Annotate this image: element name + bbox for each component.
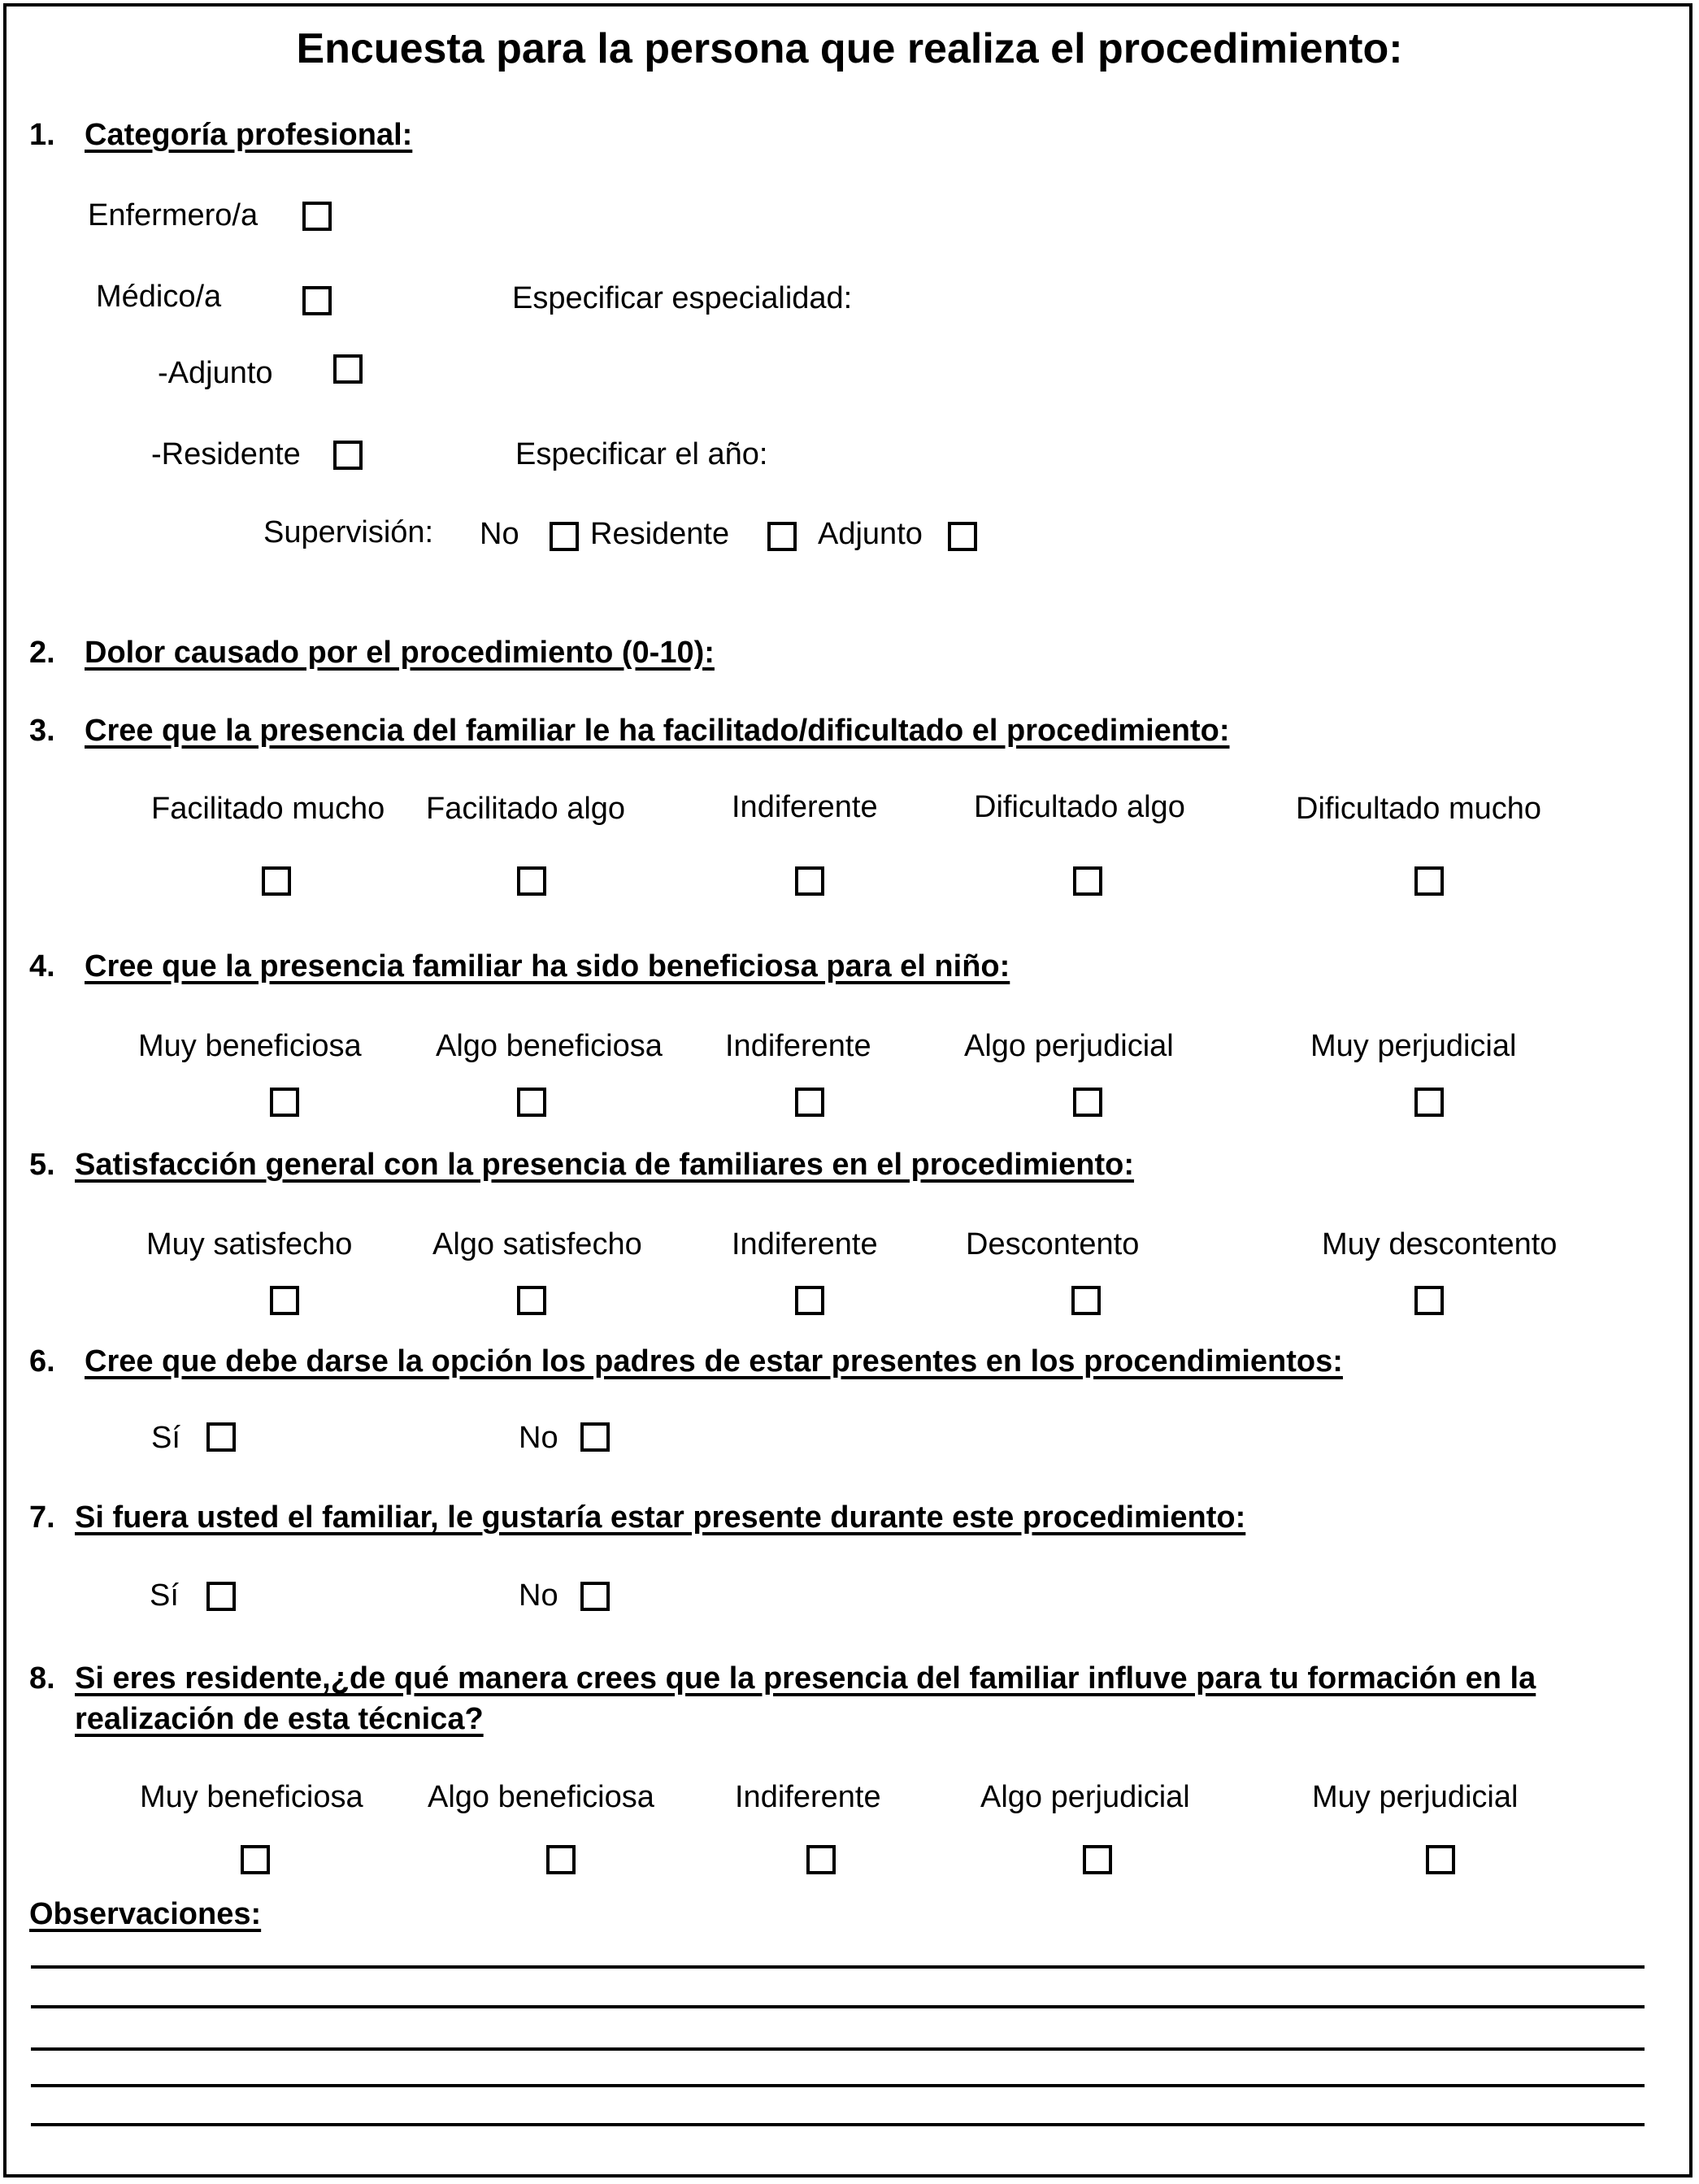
checkbox-q4-algo-perjudicial[interactable] — [1073, 1088, 1102, 1117]
question-number: 3. — [29, 714, 55, 748]
q4-option-label: Indiferente — [725, 1029, 871, 1063]
checkbox-q8-algo-perjudicial[interactable] — [1083, 1845, 1112, 1874]
option-label-medico: Médico/a — [96, 280, 222, 314]
checkbox-q8-algo-beneficiosa[interactable] — [546, 1845, 576, 1874]
question-text: Cree que la presencia familiar ha sido beneficiosa para el niño: — [85, 949, 1010, 983]
option-label-residente: -Residente — [151, 437, 301, 471]
q4-option-label: Muy perjudicial — [1310, 1029, 1517, 1063]
q3-option-label: Facilitado mucho — [151, 792, 385, 826]
q6-option-si: Sí — [151, 1421, 180, 1455]
checkbox-medico[interactable] — [302, 286, 332, 315]
q5-option-label: Muy satisfecho — [146, 1227, 353, 1261]
q7-option-si: Sí — [150, 1578, 179, 1613]
q4-option-label: Algo perjudicial — [964, 1029, 1174, 1063]
question-number: 6. — [29, 1344, 55, 1379]
checkbox-q4-indiferente[interactable] — [795, 1088, 824, 1117]
checkbox-q6-si[interactable] — [206, 1422, 236, 1452]
observaciones-line-1[interactable] — [31, 1965, 1645, 1969]
checkbox-q8-muy-beneficiosa[interactable] — [241, 1845, 270, 1874]
checkbox-supervision-residente[interactable] — [767, 522, 797, 551]
question-number: 1. — [29, 118, 55, 152]
q3-option-label: Dificultado mucho — [1296, 792, 1542, 826]
checkbox-q4-muy-beneficiosa[interactable] — [270, 1088, 299, 1117]
question-6-heading — [29, 1344, 1343, 1379]
checkbox-q4-muy-perjudicial[interactable] — [1414, 1088, 1444, 1117]
checkbox-supervision-adjunto[interactable] — [948, 522, 977, 551]
question-2-heading — [29, 636, 715, 671]
question-text: Satisfacción general con la presencia de familiares en el procedimiento: — [75, 1148, 1135, 1182]
question-text: Cree que la presencia del familiar le ha facilitado/dificultado el procedimiento: — [85, 714, 1230, 748]
supervision-option-residente: Residente — [590, 517, 730, 551]
especialidad-label: Especificar especialidad: — [512, 281, 853, 315]
option-label-enfermero: Enfermero/a — [88, 198, 259, 232]
observaciones-line-3[interactable] — [31, 2047, 1645, 2051]
checkbox-enfermero[interactable] — [302, 202, 332, 231]
q5-option-label: Indiferente — [732, 1227, 878, 1261]
q3-option-label: Dificultado algo — [974, 790, 1185, 824]
q7-option-no: No — [519, 1578, 558, 1613]
q5-option-label: Algo satisfecho — [432, 1227, 642, 1261]
q6-option-no: No — [519, 1421, 558, 1455]
q4-option-label: Muy beneficiosa — [138, 1029, 362, 1063]
checkbox-q3-dificultado-mucho[interactable] — [1414, 866, 1444, 896]
checkbox-q7-no[interactable] — [580, 1582, 610, 1611]
question-number: 5. — [29, 1148, 55, 1182]
checkbox-q6-no[interactable] — [580, 1422, 610, 1452]
q5-option-label: Muy descontento — [1322, 1227, 1558, 1261]
observaciones-label: Observaciones: — [29, 1897, 262, 1931]
question-number: 2. — [29, 636, 55, 670]
question-number: 7. — [29, 1500, 55, 1535]
checkbox-adjunto[interactable] — [333, 354, 363, 384]
q8-option-label: Algo beneficiosa — [428, 1780, 654, 1814]
question-text: Si fuera usted el familiar, le gustaría estar presente durante este procedimiento: — [75, 1500, 1246, 1535]
checkbox-q5-muy-satisfecho[interactable] — [270, 1286, 299, 1315]
q8-option-label: Indiferente — [735, 1780, 881, 1814]
q3-option-label: Facilitado algo — [426, 792, 626, 826]
checkbox-q4-algo-beneficiosa[interactable] — [517, 1088, 546, 1117]
question-7-heading — [29, 1500, 1245, 1535]
anio-label: Especificar el año: — [515, 437, 768, 471]
observaciones-line-4[interactable] — [31, 2084, 1645, 2087]
checkbox-q5-descontento[interactable] — [1071, 1286, 1101, 1315]
option-label-adjunto: -Adjunto — [158, 356, 273, 390]
checkbox-q5-indiferente[interactable] — [795, 1286, 824, 1315]
q8-option-label: Muy beneficiosa — [140, 1780, 363, 1814]
checkbox-q5-algo-satisfecho[interactable] — [517, 1286, 546, 1315]
observaciones-line-2[interactable] — [31, 2005, 1645, 2008]
checkbox-residente[interactable] — [333, 441, 363, 470]
checkbox-q3-indiferente[interactable] — [795, 866, 824, 896]
q3-option-label: Indiferente — [732, 790, 878, 824]
checkbox-q8-indiferente[interactable] — [806, 1845, 836, 1874]
q8-option-label: Algo perjudicial — [980, 1780, 1190, 1814]
checkbox-q3-facilitado-algo[interactable] — [517, 866, 546, 896]
question-5-heading — [29, 1148, 1134, 1183]
supervision-label: Supervisión: — [263, 515, 434, 549]
checkbox-q8-muy-perjudicial[interactable] — [1426, 1845, 1455, 1874]
question-4-heading — [29, 949, 1010, 984]
question-3-heading — [29, 714, 1230, 749]
question-number: 8. — [29, 1661, 55, 1696]
observaciones-line-5[interactable] — [31, 2123, 1645, 2126]
question-1-heading — [29, 118, 412, 153]
question-text: Categoría profesional: — [85, 118, 413, 152]
checkbox-q3-facilitado-mucho[interactable] — [262, 866, 291, 896]
question-8-heading-line2 — [75, 1702, 484, 1737]
question-text: Cree que debe darse la opción los padres de estar presentes en los procendimientos: — [85, 1344, 1343, 1379]
q4-option-label: Algo beneficiosa — [436, 1029, 663, 1063]
question-text-line2: realización de esta técnica? — [75, 1702, 484, 1736]
checkbox-q3-dificultado-algo[interactable] — [1073, 866, 1102, 896]
question-text-line1: Si eres residente,¿de qué manera crees que la presencia del familiar influve para tu formación en la — [75, 1661, 1536, 1696]
checkbox-supervision-no[interactable] — [550, 522, 579, 551]
observaciones-heading — [29, 1897, 261, 1932]
supervision-option-no: No — [480, 517, 519, 551]
supervision-option-adjunto: Adjunto — [818, 517, 923, 551]
question-number: 4. — [29, 949, 55, 983]
checkbox-q7-si[interactable] — [206, 1582, 236, 1611]
q8-option-label: Muy perjudicial — [1312, 1780, 1519, 1814]
question-8-heading — [29, 1661, 1536, 1696]
q5-option-label: Descontento — [966, 1227, 1140, 1261]
question-text: Dolor causado por el procedimiento (0-10): — [85, 636, 715, 670]
checkbox-q5-muy-descontento[interactable] — [1414, 1286, 1444, 1315]
page-title: Encuesta para la persona que realiza el procedimiento: — [296, 25, 1403, 72]
